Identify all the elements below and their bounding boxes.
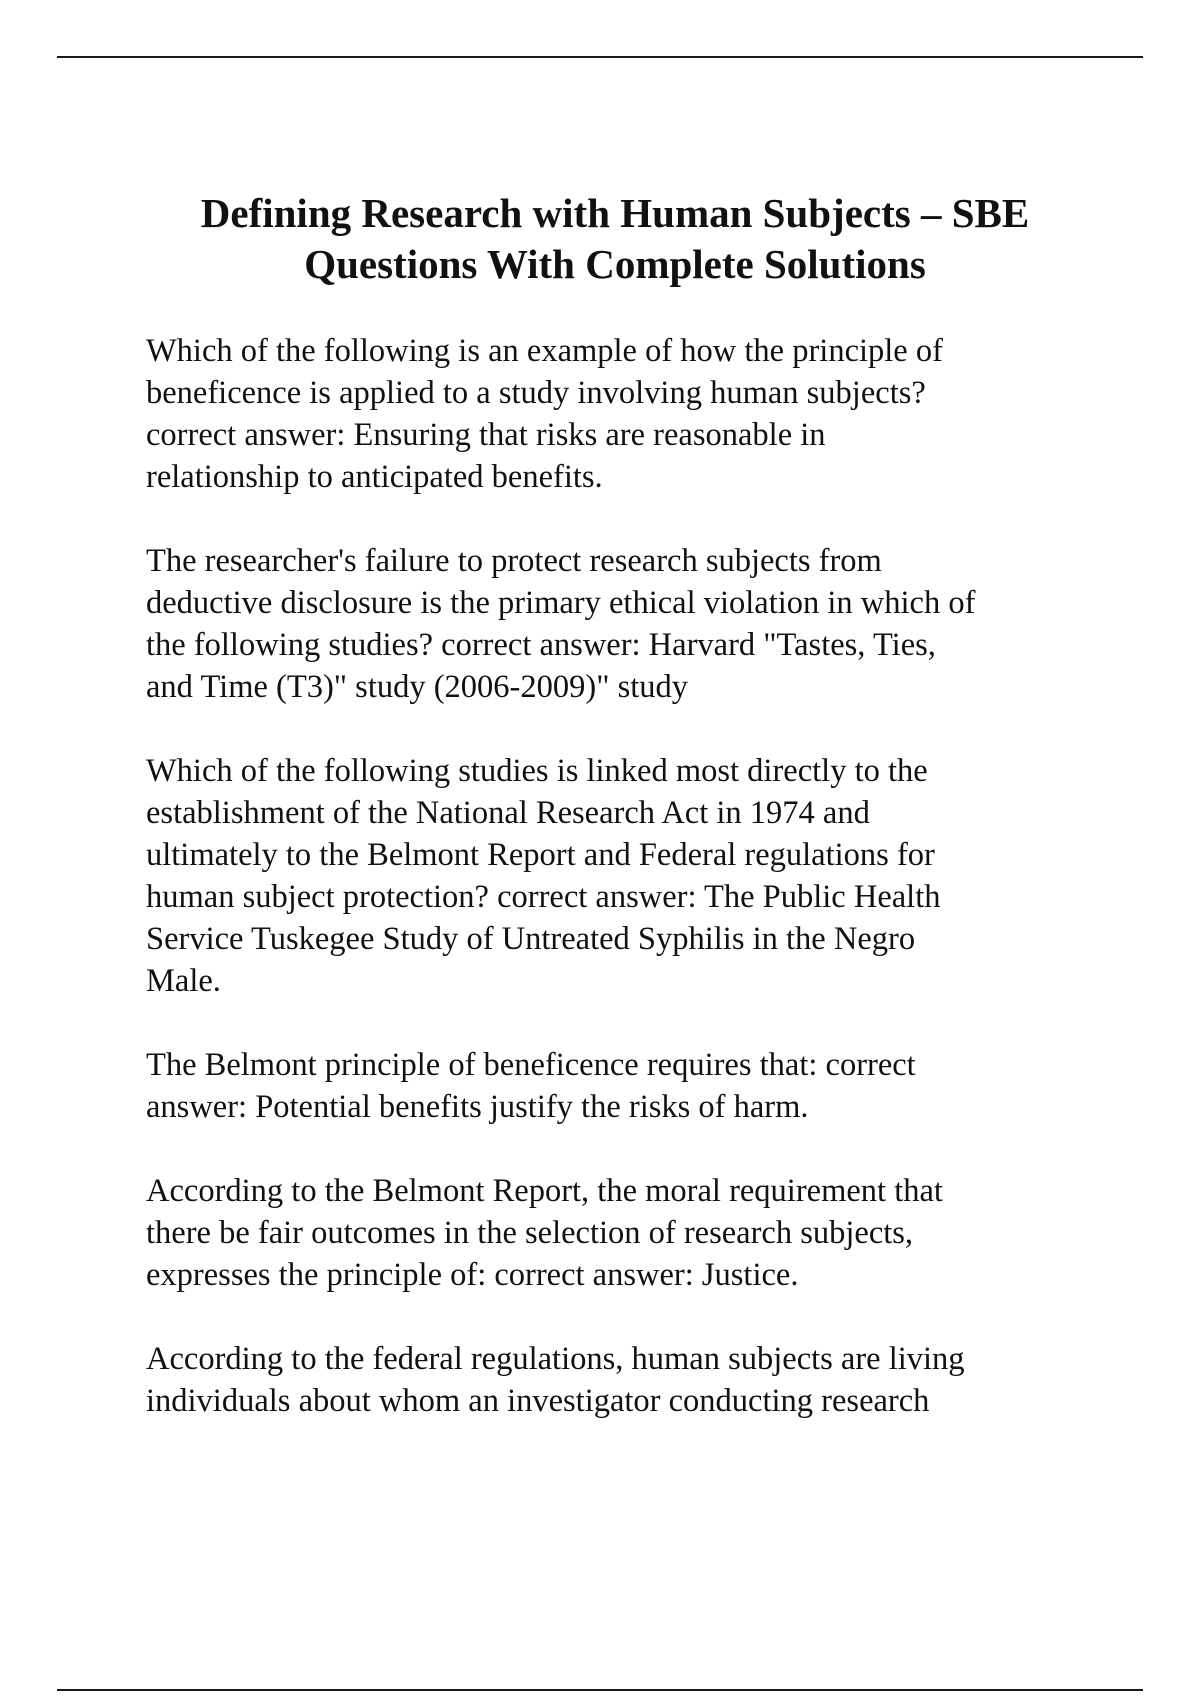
text-line: Which of the following is an example of how the principle of xyxy=(146,333,943,369)
document-body xyxy=(146,330,1086,1464)
text-line: According to the federal regulations, human subjects are living xyxy=(146,1341,965,1377)
top-rule xyxy=(57,56,1143,58)
text-line: According to the Belmont Report, the moral requirement that xyxy=(146,1173,943,1209)
question-answer-3 xyxy=(146,750,1086,1002)
document-title xyxy=(120,188,1110,290)
text-line: ultimately to the Belmont Report and Federal regulations for xyxy=(146,837,935,873)
text-line: individuals about whom an investigator conducting research xyxy=(146,1383,930,1419)
title-line: Questions With Complete Solutions xyxy=(304,241,926,287)
text-line: expresses the principle of: correct answer: Justice. xyxy=(146,1257,799,1293)
text-line: Which of the following studies is linked most directly to the xyxy=(146,753,928,789)
text-line: Male. xyxy=(146,963,221,999)
text-line: beneficence is applied to a study involving human subjects? xyxy=(146,375,926,411)
text-line: the following studies? correct answer: Harvard "Tastes, Ties, xyxy=(146,627,936,663)
text-line: deductive disclosure is the primary ethical violation in which of xyxy=(146,585,976,621)
text-line: establishment of the National Research Act in 1974 and xyxy=(146,795,870,831)
question-answer-4 xyxy=(146,1044,1086,1128)
text-line: The Belmont principle of beneficence requires that: correct xyxy=(146,1047,916,1083)
question-answer-2 xyxy=(146,540,1086,708)
question-answer-1 xyxy=(146,330,1086,498)
text-line: relationship to anticipated benefits. xyxy=(146,459,603,495)
question-answer-5 xyxy=(146,1170,1086,1296)
text-line: The researcher's failure to protect research subjects from xyxy=(146,543,882,579)
text-line: human subject protection? correct answer: The Public Health xyxy=(146,879,941,915)
text-line: Service Tuskegee Study of Untreated Syphilis in the Negro xyxy=(146,921,916,957)
bottom-rule xyxy=(57,1689,1143,1691)
text-line: and Time (T3)" study (2006-2009)" study xyxy=(146,669,689,705)
text-line: correct answer: Ensuring that risks are reasonable in xyxy=(146,417,826,453)
question-answer-6 xyxy=(146,1338,1086,1422)
text-line: answer: Potential benefits justify the risks of harm. xyxy=(146,1089,809,1125)
text-line: there be fair outcomes in the selection of research subjects, xyxy=(146,1215,914,1251)
title-line: Defining Research with Human Subjects – SBE xyxy=(200,190,1030,236)
